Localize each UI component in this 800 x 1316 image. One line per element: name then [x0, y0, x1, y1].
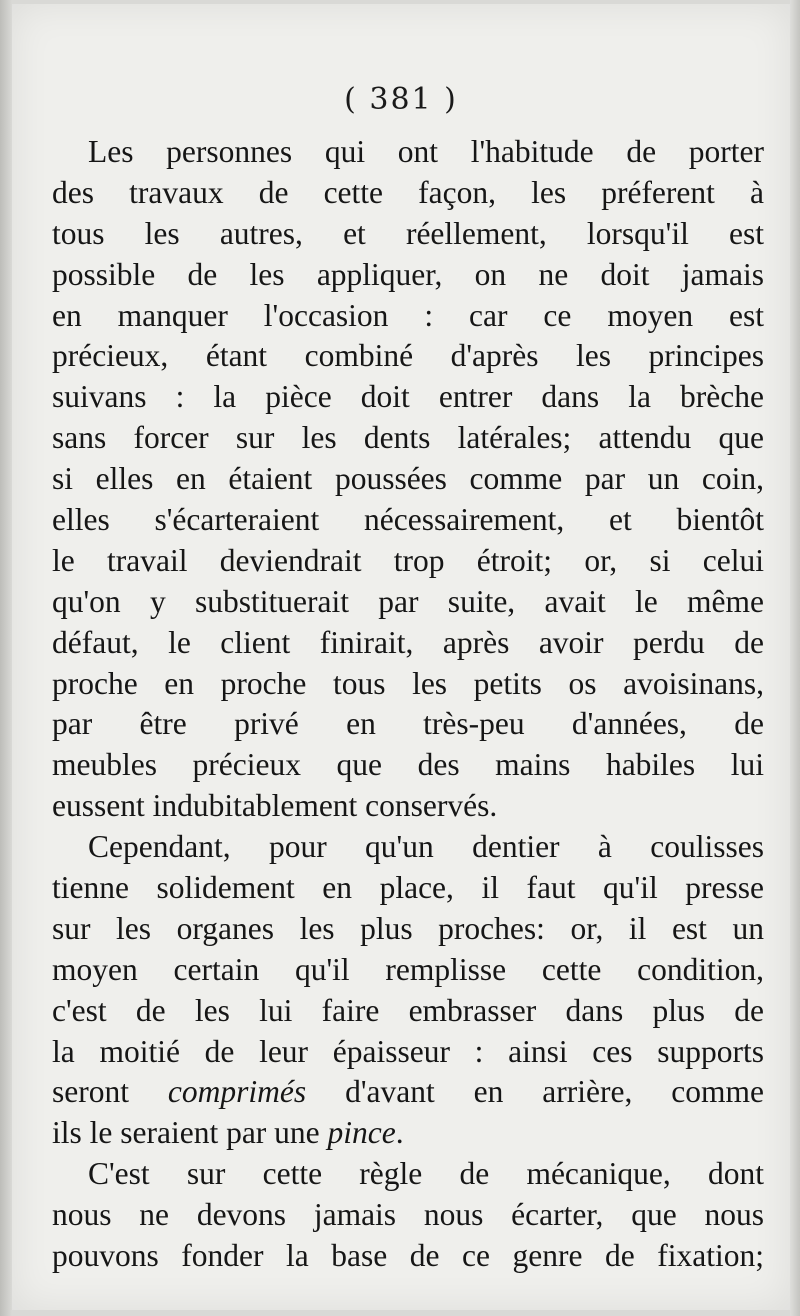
page-left-edge [0, 0, 12, 1316]
book-page [12, 4, 790, 1310]
text-line [52, 1072, 764, 1113]
text-line: en manquer l'occasion : car ce moyen est [52, 297, 764, 333]
text-line: Les personnes qui ont l'habitude de porter [88, 134, 764, 169]
italic-word: pince [327, 1115, 396, 1151]
text-line: qu'on y substituerait par suite, avait le même [52, 583, 764, 619]
text-line: sans forcer sur les dents latérales; attendu que [52, 420, 764, 456]
paragraph-1 [52, 132, 764, 827]
text-line: si elles en étaient poussées comme par un coin, [52, 461, 764, 497]
text-line: tous les autres, et réellement, lorsqu'il est [52, 215, 764, 251]
text-line [52, 1113, 764, 1154]
page-right-edge [790, 0, 800, 1316]
text-line: nous ne devons jamais nous écarter, que nous [52, 1197, 764, 1233]
text-line: tienne solidement en place, il faut qu'il presse [52, 870, 764, 906]
text-line: Cependant, pour qu'un dentier à coulisses [88, 829, 764, 865]
text-segment: seront [52, 1074, 168, 1110]
page-number: ( 381 ) [344, 82, 458, 117]
text-line: C'est sur cette règle de mécanique, dont [88, 1156, 764, 1192]
text-line: meubles précieux que des mains habiles lui [52, 747, 764, 783]
text-line: des travaux de cette façon, les préferent à [52, 174, 764, 210]
text-segment: d'avant en arrière, comme [306, 1074, 764, 1110]
italic-word: comprimés [167, 1074, 307, 1110]
paragraph-3 [52, 1154, 764, 1277]
text-line: proche en proche tous les petits os avoisinans, [52, 665, 764, 701]
text-line: défaut, le client finirait, après avoir perdu de [52, 624, 764, 660]
text-line: c'est de les lui faire embrasser dans plus de [52, 992, 764, 1028]
page-text [52, 132, 764, 1277]
text-line: pouvons fonder la base de ce genre de fixation; [52, 1238, 764, 1274]
text-segment: . [395, 1115, 404, 1151]
text-line: moyen certain qu'il remplisse cette condition, [52, 951, 764, 987]
text-line: sur les organes les plus proches: or, il est un [52, 910, 764, 946]
paragraph-2 [52, 827, 764, 1154]
text-line: la moitié de leur épaisseur : ainsi ces supports [52, 1033, 764, 1069]
text-line: possible de les appliquer, on ne doit jamais [52, 256, 764, 292]
text-line: suivans : la pièce doit entrer dans la brèche [52, 379, 764, 415]
text-line: précieux, étant combiné d'après les principes [52, 338, 764, 374]
text-line: elles s'écarteraient nécessairement, et bientôt [52, 502, 764, 538]
text-line: le travail deviendrait trop étroit; or, si celui [52, 542, 764, 578]
text-segment: ils le seraient par une [52, 1115, 328, 1151]
text-line: eussent indubitablement conservés. [52, 788, 498, 824]
text-line: par être privé en très-peu d'années, de [52, 706, 764, 742]
